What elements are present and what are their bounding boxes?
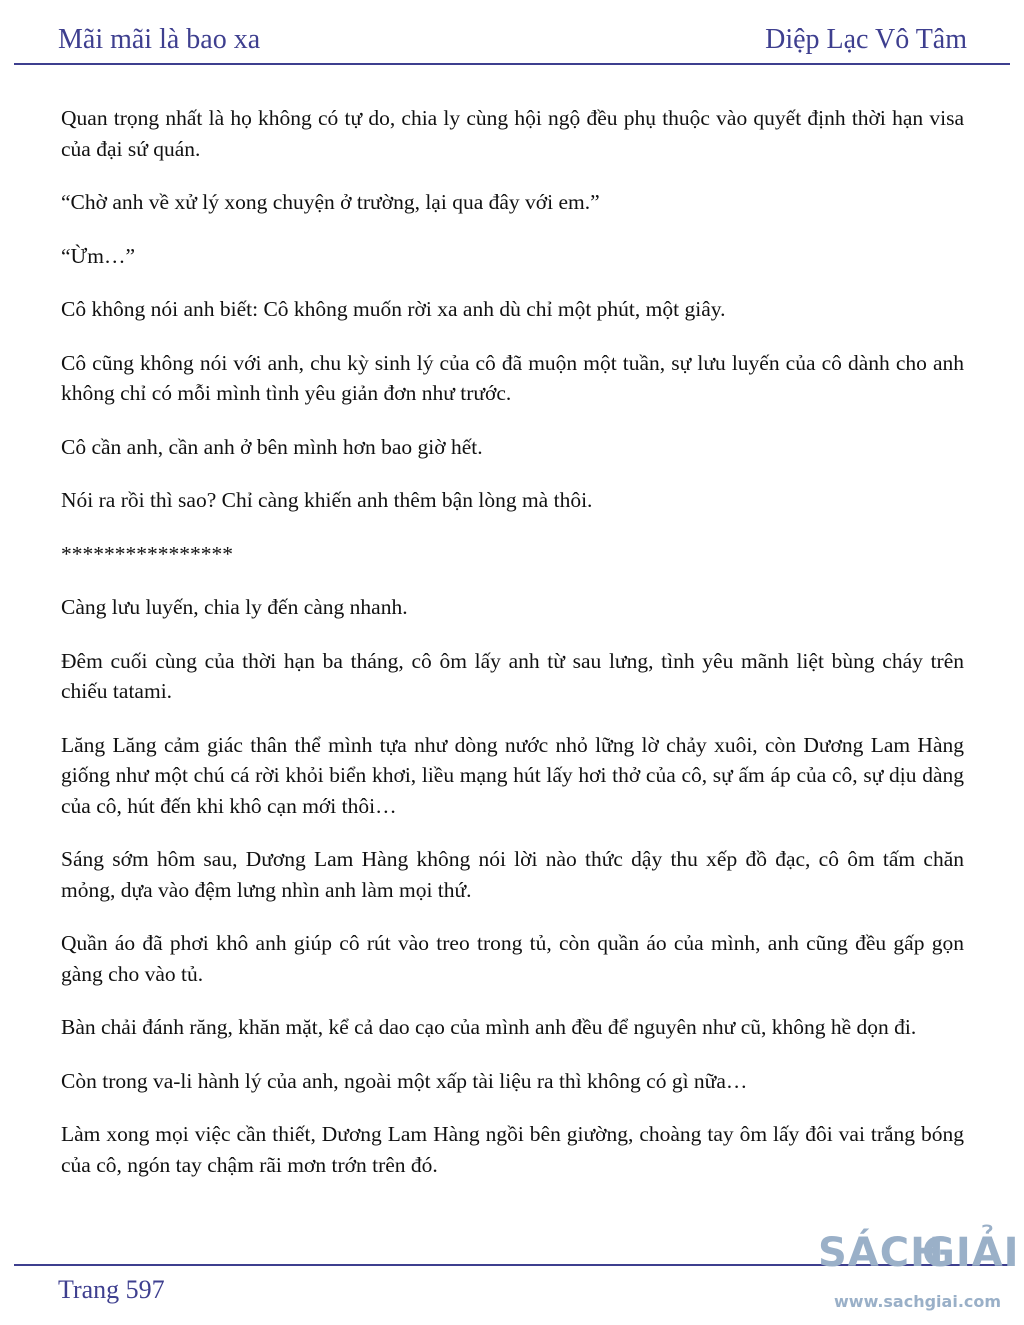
paragraph: “Chờ anh về xử lý xong chuyện ở trường, lại qua đây với em.” <box>61 190 600 214</box>
paragraph: Còn trong va-li hành lý của anh, ngoài một xấp tài liệu ra thì không có gì nữa… <box>61 1068 748 1093</box>
paragraph: “Ừm…” <box>61 243 135 268</box>
paragraph: Làm xong mọi việc cần thiết, Dương Lam Hàng ngồi bên giường, choàng tay ôm lấy đôi vai trắng bóng của cô, ngón tay chậm rãi mơn trớn trên đó. <box>61 1122 964 1177</box>
paragraph: Bàn chải đánh răng, khăn mặt, kể cả dao cạo của mình anh đều để nguyên như cũ, không hề dọn đi. <box>61 1015 917 1039</box>
paragraph: Quần áo đã phơi khô anh giúp cô rút vào treo trong tủ, còn quần áo của mình, anh cũng đều gấp gọn gàng cho vào tủ. <box>61 931 964 986</box>
paragraph: Sáng sớm hôm sau, Dương Lam Hàng không nói lời nào thức dậy thu xếp đồ đạc, cô ôm tấm chăn mỏng, dựa vào đệm lưng nhìn anh làm mọi thứ. <box>61 847 964 902</box>
watermark-brand-right: GIẢI <box>922 1230 1020 1276</box>
paragraph: Quan trọng nhất là họ không có tự do, chia ly cùng hội ngộ đều phụ thuộc vào quyết định thời hạn visa của đại sứ quán. <box>61 106 964 161</box>
page-header <box>0 0 1024 70</box>
page-number: Trang 597 <box>58 1275 165 1304</box>
section-separator: **************** <box>61 541 233 566</box>
paragraph: Cô cần anh, cần anh ở bên mình hơn bao giờ hết. <box>61 434 483 459</box>
paragraph: Nói ra rồi thì sao? Chỉ càng khiến anh thêm bận lòng mà thôi. <box>61 488 593 512</box>
sachgiai-watermark-logo <box>818 1230 1024 1320</box>
author-name: Diệp Lạc Vô Tâm <box>765 24 967 55</box>
paragraph: Cô cũng không nói với anh, chu kỳ sinh lý của cô đã muộn một tuần, sự lưu luyến của cô dành cho anh không chỉ có mỗi mình tình yêu giản đơn như trước. <box>61 350 964 405</box>
paragraph: Cô không nói anh biết: Cô không muốn rời xa anh dù chỉ một phút, một giây. <box>61 297 726 321</box>
paragraph: Đêm cuối cùng của thời hạn ba tháng, cô ôm lấy anh từ sau lưng, tình yêu mãnh liệt bùng cháy trên chiếu tatami. <box>61 648 964 703</box>
header-divider <box>14 63 1010 65</box>
page-body <box>61 103 964 1203</box>
paragraph: Càng lưu luyến, chia ly đến càng nhanh. <box>61 595 408 619</box>
book-title: Mãi mãi là bao xa <box>58 24 261 55</box>
paragraph: Lăng Lăng cảm giác thân thể mình tựa như dòng nước nhỏ lững lờ chảy xuôi, còn Dương Lam Hàng giống như một chú cá rời khỏi biển khơi, liều mạng hút lấy hơi thở của cô, sự ấm áp của cô, sự dịu dàng của cô, hút đến khi khô cạn mới thôi… <box>61 732 964 818</box>
watermark-brand-left: SÁCH <box>818 1230 945 1276</box>
watermark-url: www.sachgiai.com <box>834 1292 1002 1311</box>
